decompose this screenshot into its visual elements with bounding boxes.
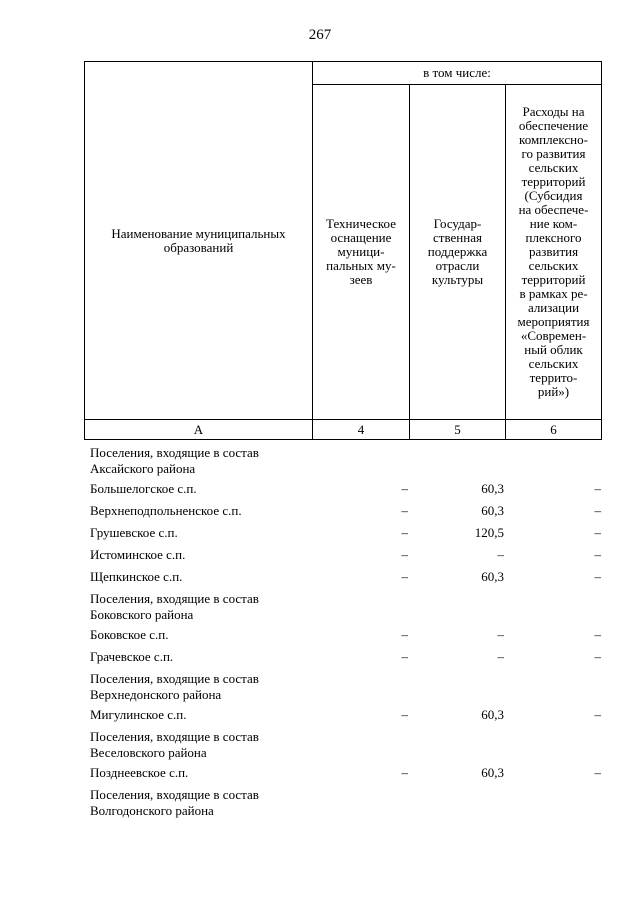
- row-col-5: –: [497, 547, 504, 562]
- row-name: Грачевское с.п.: [90, 649, 174, 664]
- code-6: 6: [506, 420, 602, 440]
- row-col-5: 120,5: [474, 525, 504, 540]
- row-col-4: –: [401, 627, 408, 642]
- row-col-4: –: [401, 569, 408, 584]
- row-col-5: 60,3: [481, 569, 504, 584]
- table-row: [90, 445, 601, 481]
- row-col-6: –: [594, 649, 601, 664]
- row-col-4: –: [401, 707, 408, 722]
- row-name: Поселения, входящие в состав Боковского района: [90, 591, 259, 622]
- row-name: Поселения, входящие в состав Веселовского района: [90, 729, 259, 760]
- row-name: Мигулинское с.п.: [90, 707, 187, 722]
- row-name: Истоминское с.п.: [90, 547, 186, 562]
- row-name: Грушевское с.п.: [90, 525, 178, 540]
- table-row: [90, 569, 601, 591]
- row-col-4: –: [401, 547, 408, 562]
- table-row: [90, 481, 601, 503]
- row-col-6: –: [594, 627, 601, 642]
- row-col-4: –: [401, 503, 408, 518]
- row-name: Позднеевское с.п.: [90, 765, 189, 780]
- code-4: 4: [313, 420, 410, 440]
- table-row: [90, 547, 601, 569]
- row-col-5: –: [497, 627, 504, 642]
- row-col-4: –: [401, 481, 408, 496]
- code-a: А: [85, 420, 313, 440]
- table-body: [90, 445, 601, 823]
- row-col-6: –: [594, 765, 601, 780]
- table-row: [90, 627, 601, 649]
- table-row: [90, 649, 601, 671]
- header-name-column: Наименование муниципальных образований: [85, 62, 313, 420]
- table-row: [90, 591, 601, 627]
- header-col-6: Расходы на обеспечение комплексно- го развития сельских территорий (Субсидия на обеспече- ние ком- плексного развития сельских территорий в рамках ре- ализации мероприятия «Современ- ный облик сельских террито- рий»): [506, 85, 602, 420]
- code-5: 5: [410, 420, 506, 440]
- row-col-4: –: [401, 649, 408, 664]
- table-row: [90, 671, 601, 707]
- row-name: Поселения, входящие в состав Волгодонского района: [90, 787, 259, 818]
- table-row: [90, 707, 601, 729]
- row-col-6: –: [594, 525, 601, 540]
- page-number: 267: [308, 27, 332, 43]
- header-in-that-number: в том числе:: [313, 62, 602, 85]
- row-col-4: –: [401, 765, 408, 780]
- row-col-5: 60,3: [481, 707, 504, 722]
- table-row: [90, 525, 601, 547]
- row-col-5: 60,3: [481, 503, 504, 518]
- table-row: [90, 787, 601, 823]
- row-col-6: –: [594, 481, 601, 496]
- row-col-5: 60,3: [481, 481, 504, 496]
- row-col-6: –: [594, 569, 601, 584]
- table-row: [90, 729, 601, 765]
- row-col-6: –: [594, 503, 601, 518]
- row-name: Щепкинское с.п.: [90, 569, 183, 584]
- row-name: Поселения, входящие в состав Верхнедонского района: [90, 671, 259, 702]
- row-col-6: –: [594, 707, 601, 722]
- row-name: Боковское с.п.: [90, 627, 169, 642]
- row-col-5: 60,3: [481, 765, 504, 780]
- table-row: [90, 765, 601, 787]
- row-col-5: –: [497, 649, 504, 664]
- row-name: Большелогское с.п.: [90, 481, 197, 496]
- table-row: [90, 503, 601, 525]
- row-col-4: –: [401, 525, 408, 540]
- header-col-4: Техническое оснащение муници- пальных му- зеев: [313, 85, 410, 420]
- header-col-5: Государ- ственная поддержка отрасли культуры: [410, 85, 506, 420]
- row-col-6: –: [594, 547, 601, 562]
- row-name: Поселения, входящие в состав Аксайского района: [90, 445, 259, 476]
- table-header: [84, 61, 602, 440]
- row-name: Верхнеподпольненское с.п.: [90, 503, 242, 518]
